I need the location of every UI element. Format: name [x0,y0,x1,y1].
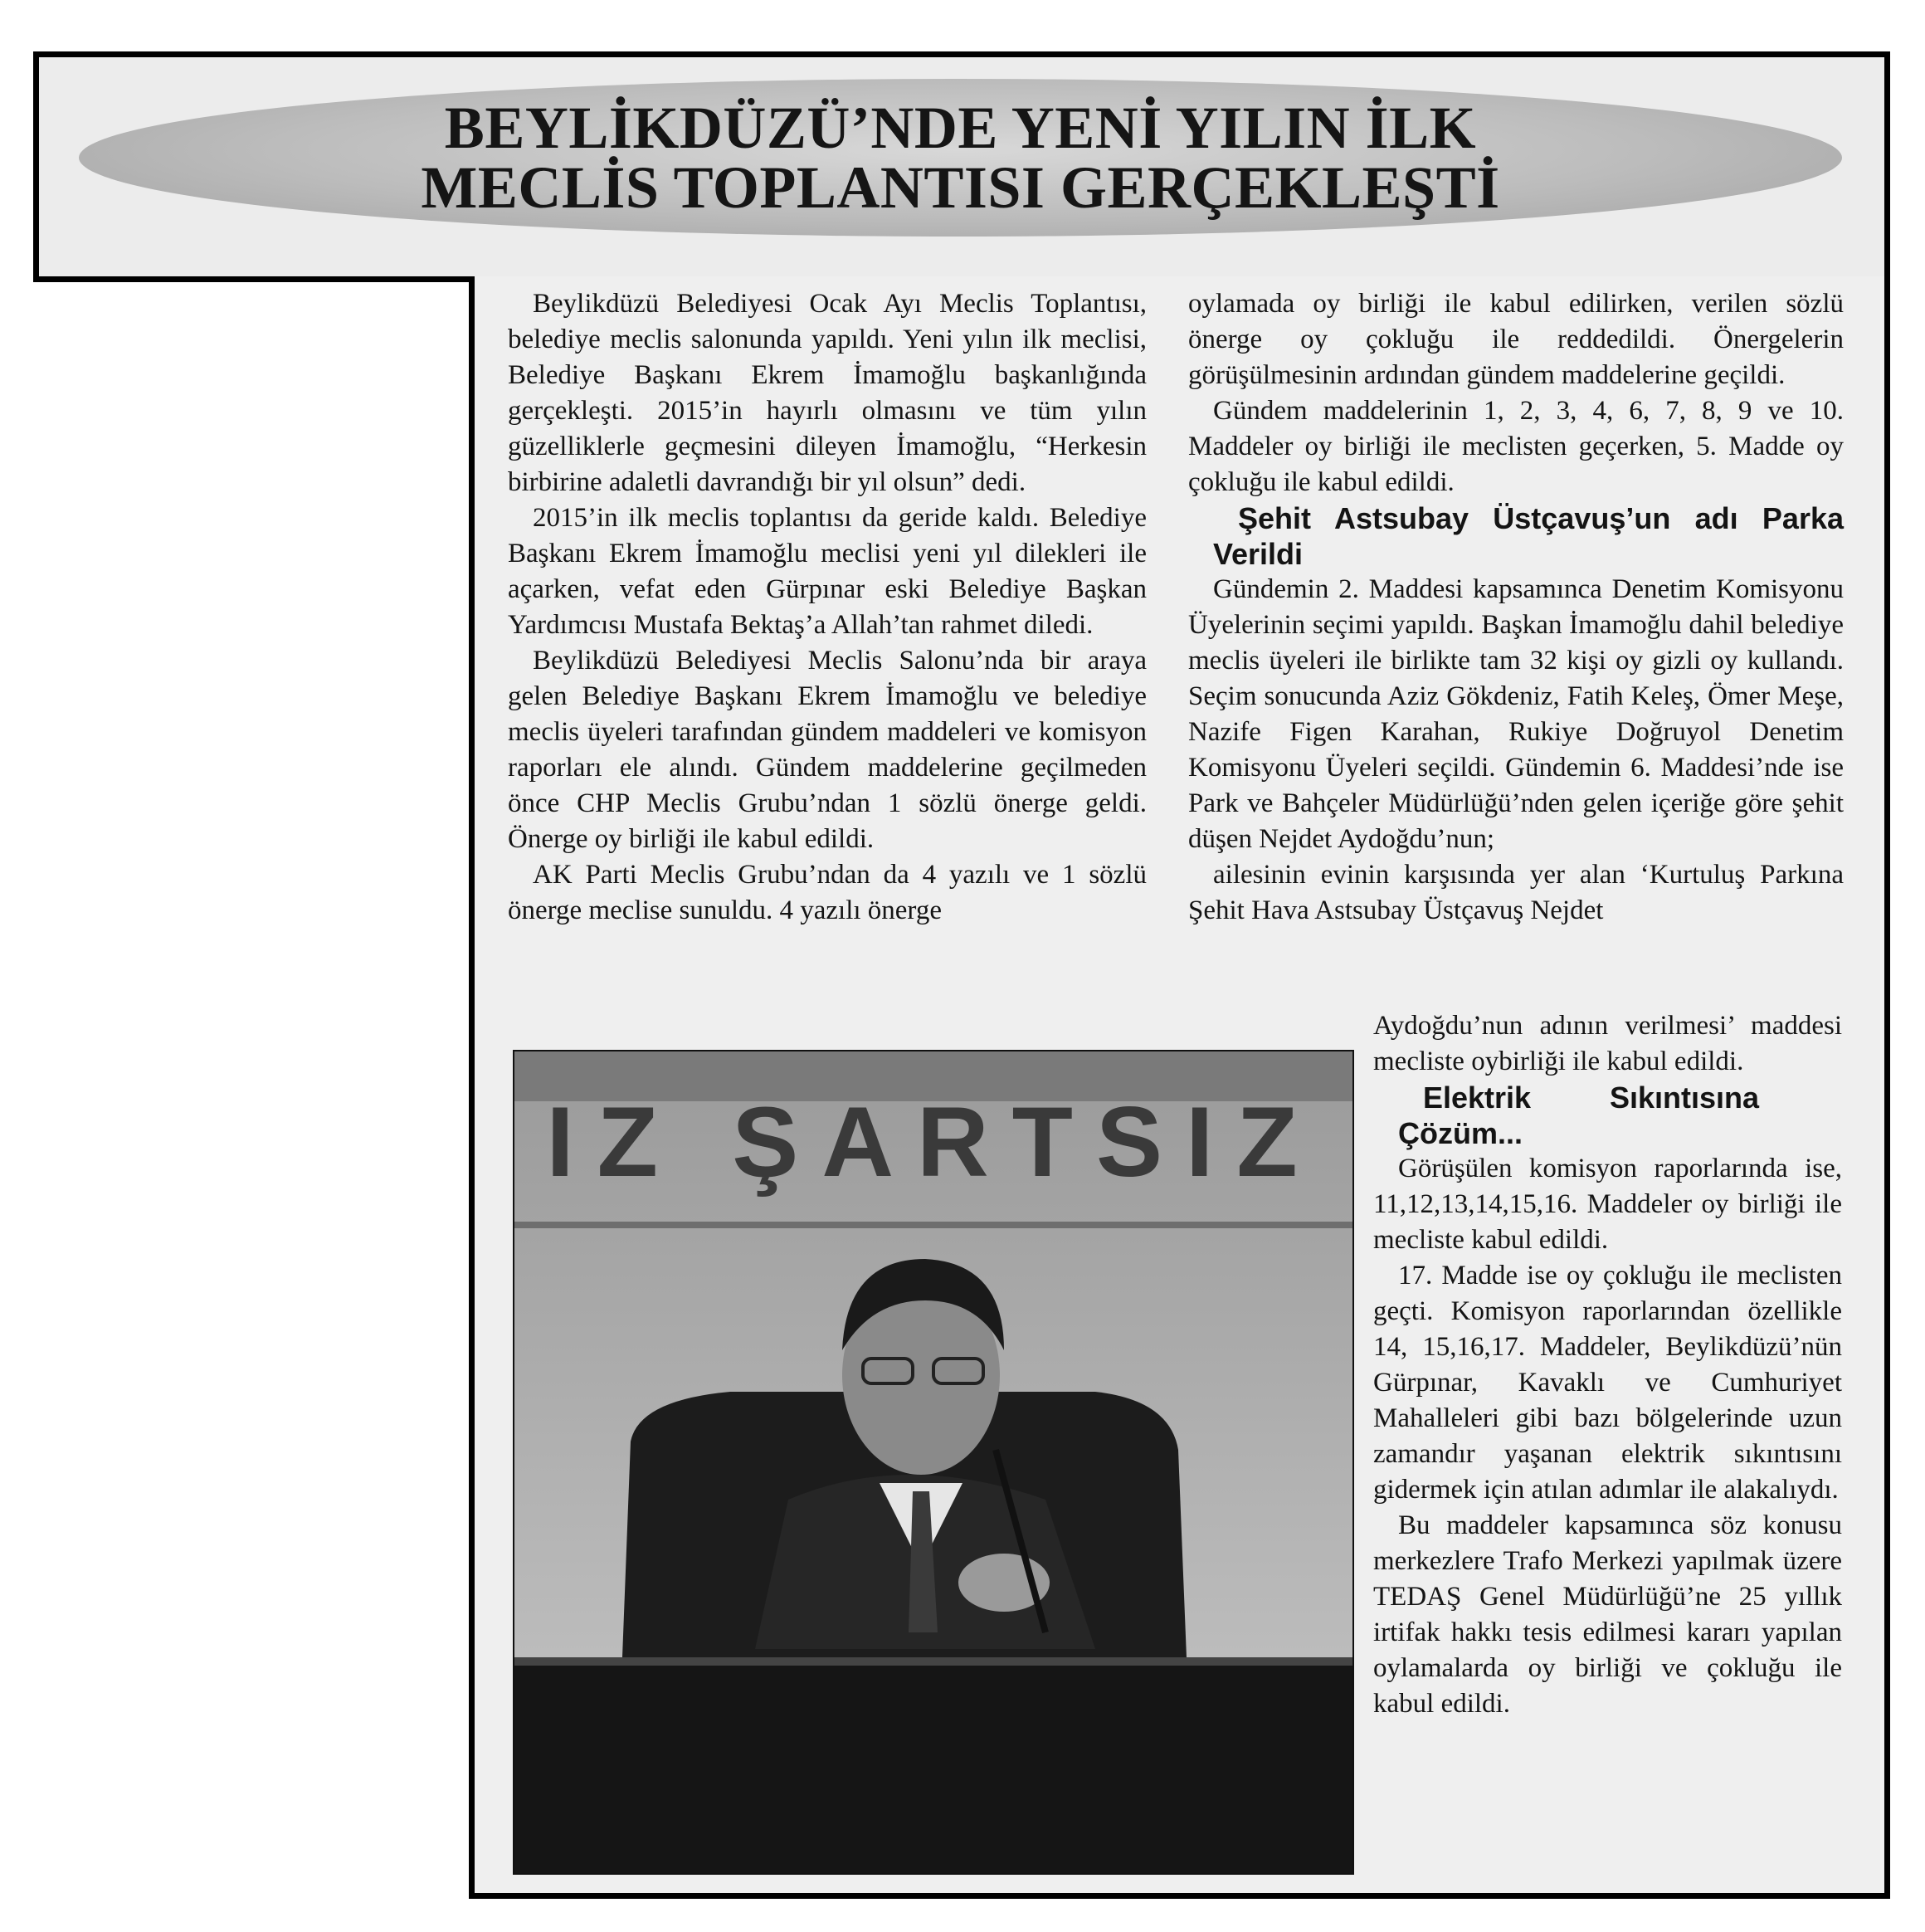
photo-desk-edge [514,1657,1352,1666]
photo-illustration [514,1051,1352,1873]
headline [79,79,1842,237]
headline-line-2: MECLİS TOPLANTISI GERÇEKLEŞTİ [421,154,1500,221]
column-left [508,286,1147,929]
subhead-sehit: Şehit Astsubay Üstçavuş’un adı Parka Verildi [1213,501,1844,571]
paragraph: oylamada oy birliği ile kabul edilirken, verilen sözlü önerge oy çokluğu ile reddedildi. Önergelerin görüşülmesinin ardından gündem maddelerine geçildi. [1188,289,1844,390]
paragraph: Bu maddeler kapsamınca söz konusu merkezlere Trafo Merkezi yapılmak üzere TEDAŞ Genel Müdürlüğü’ne 25 yıllık irtifak hakkı tesis edilmesi kararı yapılan oylamalarda oy birliği ve çokluğu ile kabul edildi. [1373,1510,1842,1719]
paragraph: 17. Madde ise oy çokluğu ile meclisten geçti. Komisyon raporlarından özellikle 14, 15,16,17. Maddeler, Beylikdüzü’nün Gürpınar, Kavaklı ve Cumhuriyet Mahalleleri gibi bazı bölgelerinde uzun zamandır yaşanan elektrik sıkıntısını gidermek için atılan adımlar ile alakalıydı. [1373,1261,1842,1505]
paragraph: Gündemin 2. Maddesi kapsamınca Denetim Komisyonu Üyelerinin seçimi yapıldı. Başkan İmamoğlu dahil belediye meclis üyeleri ile birlikte tam 32 kişi oy gizli oy kullandı. Seçim sonucunda Aziz Gökdeniz, Fatih Keleş, Ömer Meşe, Nazife Figen Karahan, Rukiye Doğruyol Denetim Komisyonu Üyeleri seçildi. Gündemin 6. Maddesi’nde ise Park ve Bahçeler Müdürlüğü’nden gelen içeriğe göre şehit düşen Nejdet Aydoğdu’nun; [1188,574,1844,854]
paragraph: 2015’in ilk meclis toplantısı da geride kaldı. Belediye Başkanı Ekrem İmamoğlu meclisi yeni yıl dilekleri ile açarken, vefat eden Gürpınar eski Belediye Başkan Yardımcısı Mustafa Bektaş’a Allah’tan rahmet diledi. [508,503,1147,640]
paragraph: Beylikdüzü Belediyesi Ocak Ayı Meclis Toplantısı, belediye meclis salonunda yapıldı. Yeni yılın ilk meclisi, Belediye Başkanı Ekrem İmamoğlu başkanlığında gerçekleşti. 2015’in hayırlı olmasını ve tüm yılın güzelliklerle geçmesini dileyen İmamoğlu, “Herkesin birbirine adaletli davrandığı bir yıl olsun” dedi. [508,289,1147,497]
photo-desk [514,1657,1352,1873]
column-right [1188,286,1844,929]
paragraph: Gündem maddelerinin 1, 2, 3, 4, 6, 7, 8, 9 ve 10. Maddeler oy birliği ile meclisten geçerken, 5. Madde oy çokluğu ile kabul edildi. [1188,396,1844,497]
subhead-elektrik: Elektrik Sıkıntısına Çözüm... [1398,1081,1759,1150]
paragraph: Aydoğdu’nun adının verilmesi’ maddesi mecliste oybirliği ile kabul edildi. [1373,1011,1842,1076]
paragraph: ailesinin evinin karşısında yer alan ‘Kurtuluş Parkına Şehit Hava Astsubay Üstçavuş Nejdet [1188,860,1844,925]
paragraph: Beylikdüzü Belediyesi Meclis Salonu’nda bir araya gelen Belediye Başkanı Ekrem İmamoğlu ve belediye meclis üyeleri tarafından gündem maddeleri ve komisyon raporları ele alındı. Gündem maddelerine geçilmeden önce CHP Meclis Grubu’ndan 1 sözlü önerge geldi. Önerge oy birliği ile kabul edildi. [508,646,1147,854]
column-narrow [1373,1008,1842,1722]
photo-council-meeting [513,1050,1354,1875]
paragraph: Görüşülen komisyon raporlarında ise, 11,12,13,14,15,16. Maddeler oy birliği ile mecliste kabul edildi. [1373,1154,1842,1255]
paragraph: AK Parti Meclis Grubu’ndan da 4 yazılı ve 1 sözlü önerge meclise sunuldu. 4 yazılı önerge [508,860,1147,925]
headline-line-1: BEYLİKDÜZÜ’NDE YENİ YILIN İLK [444,95,1477,161]
photo-wall-letters: IZ ŞARTSIZ [546,1086,1321,1198]
photo-wall-trim [514,1222,1352,1228]
frame-step-line [33,276,475,282]
